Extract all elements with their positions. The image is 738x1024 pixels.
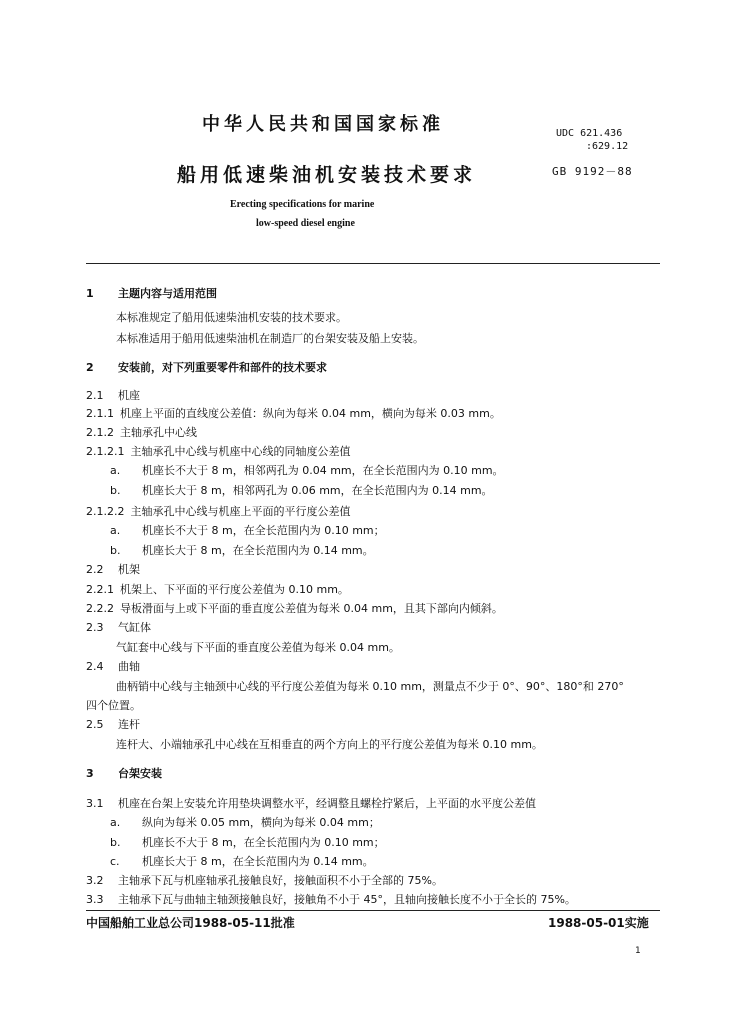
clause-number: a. — [110, 816, 121, 829]
udc-code — [556, 127, 628, 153]
paragraph-line — [116, 738, 543, 752]
list-item — [110, 544, 374, 558]
clause-text: 机架上、下平面的平行度公差值为 0.10 mm。 — [120, 583, 349, 596]
paragraph-line — [86, 426, 197, 440]
approval-line: 中国船舶工业总公司1988-05-11批准 — [86, 916, 295, 930]
clause-text: 曲轴 — [118, 660, 140, 673]
clause-text: 机座上平面的直线度公差值：纵向为每米 0.04 mm，横向为每米 0.03 mm。 — [120, 407, 501, 420]
paragraph-line — [86, 797, 536, 811]
clause-text: 机架 — [118, 563, 140, 576]
clause-number: a. — [110, 524, 121, 537]
clause-text: 气缸体 — [118, 621, 151, 634]
clause-text: 机座长大于 8 m，在全长范围内为 0.14 mm。 — [142, 544, 374, 557]
paragraph-line — [86, 874, 443, 888]
udc-line2: :629.12 — [586, 141, 629, 152]
clause-number: a. — [110, 464, 121, 477]
standard-name: 中华人民共和国国家标准 — [202, 114, 444, 135]
paragraph-line — [86, 407, 501, 421]
clause-text: 主轴承下瓦与曲轴主轴颈接触良好，接触角不小于 45°，且轴向接触长度不小于全长的 75%。 — [118, 893, 576, 906]
clause-number: 2.5 — [86, 718, 104, 731]
clause-text: 主轴承孔中心线与机座上平面的平行度公差值 — [130, 505, 351, 518]
section-heading — [86, 767, 162, 781]
clause-text: 安装前，对下列重要零件和部件的技术要求 — [118, 361, 327, 374]
page-number: 1 — [635, 946, 641, 956]
paragraph-line — [116, 641, 400, 655]
clause-number: b. — [110, 484, 121, 497]
clause-text: 连杆大、小端轴承孔中心线在互相垂直的两个方向上的平行度公差值为每米 0.10 mm。 — [116, 738, 543, 751]
english-title-line1: Erecting specifications for marine — [230, 199, 375, 210]
clause-number: 2.4 — [86, 660, 104, 673]
list-item — [110, 836, 385, 850]
udc-line1: UDC 621.436 — [556, 128, 623, 139]
english-title-line2: low-speed diesel engine — [256, 218, 355, 229]
list-item — [110, 855, 374, 869]
clause-number: c. — [110, 855, 120, 868]
list-item — [110, 816, 380, 830]
paragraph-line — [86, 699, 141, 713]
effective-date: 1988-05-01实施 — [548, 916, 649, 930]
paragraph-line — [86, 445, 350, 459]
clause-number: 2.1.1 — [86, 407, 114, 420]
section-heading — [86, 287, 217, 301]
clause-number: 3.2 — [86, 874, 104, 887]
clause-text: 本标准规定了船用低速柴油机安装的技术要求。 — [116, 311, 347, 324]
clause-number: 2.1.2.2 — [86, 505, 125, 518]
clause-text: 台架安装 — [118, 767, 162, 780]
clause-number: 2.1.2.1 — [86, 445, 125, 458]
document-title: 船用低速柴油机安装技术要求 — [177, 164, 477, 186]
paragraph-line — [86, 505, 350, 519]
clause-text: 机座在台架上安装允许用垫块调整水平，经调整且螺栓拧紧后，上平面的水平度公差值 — [118, 797, 536, 810]
clause-text: 气缸套中心线与下平面的垂直度公差值为每米 0.04 mm。 — [116, 641, 400, 654]
clause-text: 导板滑面与上或下平面的垂直度公差值为每米 0.04 mm，且其下部向内倾斜。 — [120, 602, 503, 615]
paragraph-line — [86, 563, 140, 577]
clause-text: 纵向为每米 0.05 mm，横向为每米 0.04 mm； — [142, 816, 380, 829]
clause-number: 2.2 — [86, 563, 104, 576]
paragraph-line — [86, 389, 140, 403]
section-heading — [86, 361, 327, 375]
clause-text: 主轴承下瓦与机座轴承孔接触良好，接触面积不小于全部的 75%。 — [118, 874, 443, 887]
paragraph-line — [116, 311, 347, 325]
clause-text: 主轴承孔中心线与机座中心线的同轴度公差值 — [130, 445, 351, 458]
clause-number: 3 — [86, 767, 94, 780]
clause-text: 本标准适用于船用低速柴油机在制造厂的台架安装及船上安装。 — [116, 332, 424, 345]
clause-number: 2.2.2 — [86, 602, 114, 615]
paragraph-line — [86, 660, 140, 674]
list-item — [110, 484, 493, 498]
paragraph-line — [86, 718, 140, 732]
clause-number: 2.1.2 — [86, 426, 114, 439]
clause-text: 机座长不大于 8 m，在全长范围内为 0.10 mm； — [142, 836, 385, 849]
gb-number: GB 9192－88 — [552, 165, 633, 178]
clause-number: 2.3 — [86, 621, 104, 634]
paragraph-line — [86, 621, 151, 635]
paragraph-line — [86, 583, 349, 597]
clause-text: 机座长不大于 8 m，在全长范围内为 0.10 mm； — [142, 524, 385, 537]
clause-number: 2.2.1 — [86, 583, 114, 596]
clause-number: 2 — [86, 361, 94, 374]
clause-number: 3.1 — [86, 797, 104, 810]
clause-text: 机座 — [118, 389, 140, 402]
clause-number: b. — [110, 544, 121, 557]
list-item — [110, 464, 504, 478]
footer-divider — [86, 910, 660, 911]
clause-text: 机座长不大于 8 m，相邻两孔为 0.04 mm，在全长范围内为 0.10 mm。 — [142, 464, 504, 477]
clause-number: 2.1 — [86, 389, 104, 402]
clause-number: b. — [110, 836, 121, 849]
paragraph-line — [86, 893, 576, 907]
clause-text: 主轴承孔中心线 — [120, 426, 197, 439]
paragraph-line — [116, 680, 624, 694]
paragraph-line — [86, 602, 503, 616]
clause-text: 主题内容与适用范围 — [118, 287, 217, 300]
clause-text: 曲柄销中心线与主轴颈中心线的平行度公差值为每米 0.10 mm，测量点不少于 0°、90°、180°和 270° — [116, 680, 624, 693]
clause-number: 3.3 — [86, 893, 104, 906]
clause-number: 1 — [86, 287, 94, 300]
clause-text: 四个位置。 — [86, 699, 141, 712]
header-divider — [86, 263, 660, 264]
list-item — [110, 524, 385, 538]
paragraph-line — [116, 332, 424, 346]
clause-text: 连杆 — [118, 718, 140, 731]
clause-text: 机座长大于 8 m，相邻两孔为 0.06 mm，在全长范围内为 0.14 mm。 — [142, 484, 493, 497]
clause-text: 机座长大于 8 m，在全长范围内为 0.14 mm。 — [142, 855, 374, 868]
